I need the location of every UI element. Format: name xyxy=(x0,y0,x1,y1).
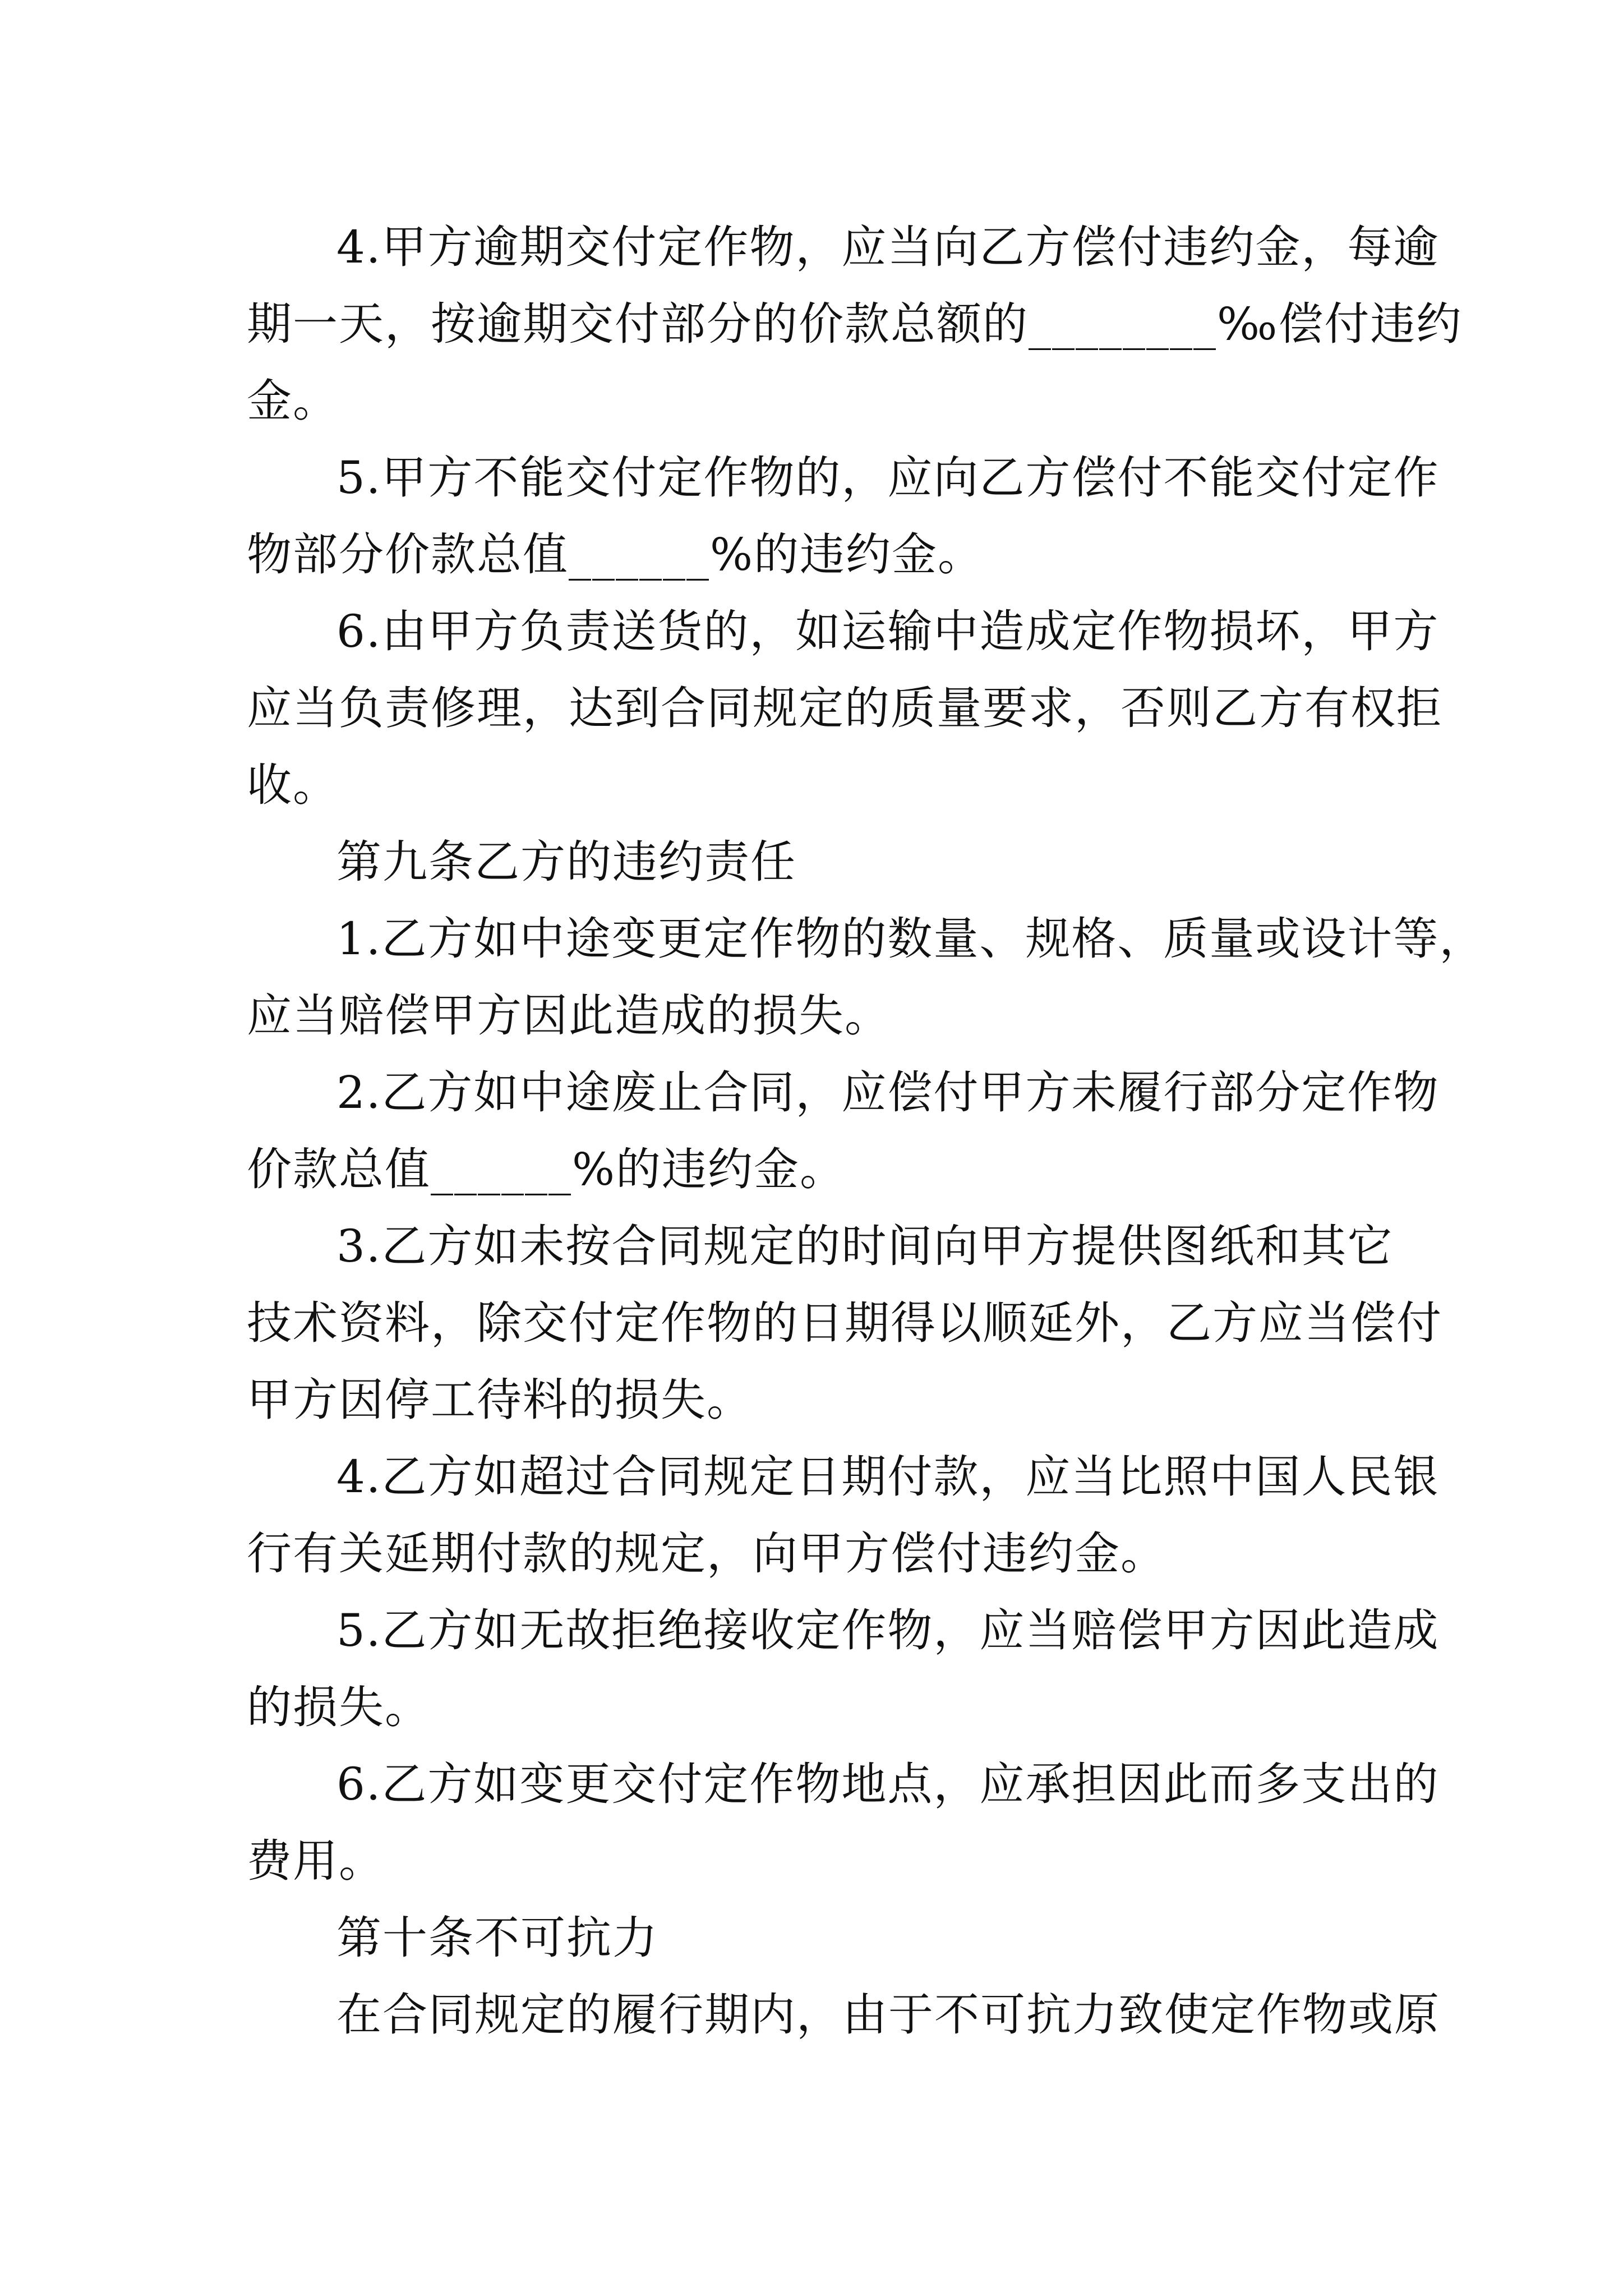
text-line: 行有关延期付款的规定，向甲方偿付违约金。 xyxy=(247,1527,1166,1580)
text-line: 物部分价款总值______%的违约金。 xyxy=(247,528,984,581)
section-heading: 第九条乙方的违约责任 xyxy=(336,836,796,888)
text-line: 5.乙方如无故拒绝接收定作物，应当赔偿甲方因此造成 xyxy=(336,1604,1440,1657)
text-line: 2.乙方如中途废止合同，应偿付甲方未履行部分定作物 xyxy=(336,1066,1440,1119)
text-line: 价款总值______%的违约金。 xyxy=(247,1143,846,1195)
text-line: 5.甲方不能交付定作物的，应向乙方偿付不能交付定作 xyxy=(336,452,1440,504)
text-line: 在合同规定的履行期内，由于不可抗力致使定作物或原 xyxy=(336,1989,1440,2041)
text-line: 应当赔偿甲方因此造成的损失。 xyxy=(247,990,891,1042)
text-line: 4.乙方如超过合同规定日期付款，应当比照中国人民银 xyxy=(336,1451,1440,1503)
text-line: 4.甲方逾期交付定作物，应当向乙方偿付违约金，每逾 xyxy=(336,221,1440,273)
text-line: 费用。 xyxy=(247,1835,385,1887)
text-line: 收。 xyxy=(247,759,339,811)
text-line: 期一天，按逾期交付部分的价款总额的________‰偿付违约 xyxy=(247,298,1463,350)
text-line: 的损失。 xyxy=(247,1681,431,1733)
text-line: 6.由甲方负责送货的，如运输中造成定作物损坏，甲方 xyxy=(336,605,1440,657)
text-line: 3.乙方如未按合同规定的时间向甲方提供图纸和其它 xyxy=(336,1220,1394,1272)
text-line: 金。 xyxy=(247,375,339,427)
text-line: 技术资料，除交付定作物的日期得以顺延外，乙方应当偿付 xyxy=(247,1297,1442,1349)
text-line: 6.乙方如变更交付定作物地点，应承担因此而多支出的 xyxy=(336,1758,1440,1810)
section-heading: 第十条不可抗力 xyxy=(336,1912,658,1964)
text-line: 应当负责修理，达到合同规定的质量要求，否则乙方有权拒 xyxy=(247,682,1442,734)
text-line: 甲方因停工待料的损失。 xyxy=(247,1374,753,1426)
text-line: 1.乙方如中途变更定作物的数量、规格、质量或设计等， xyxy=(336,913,1486,965)
